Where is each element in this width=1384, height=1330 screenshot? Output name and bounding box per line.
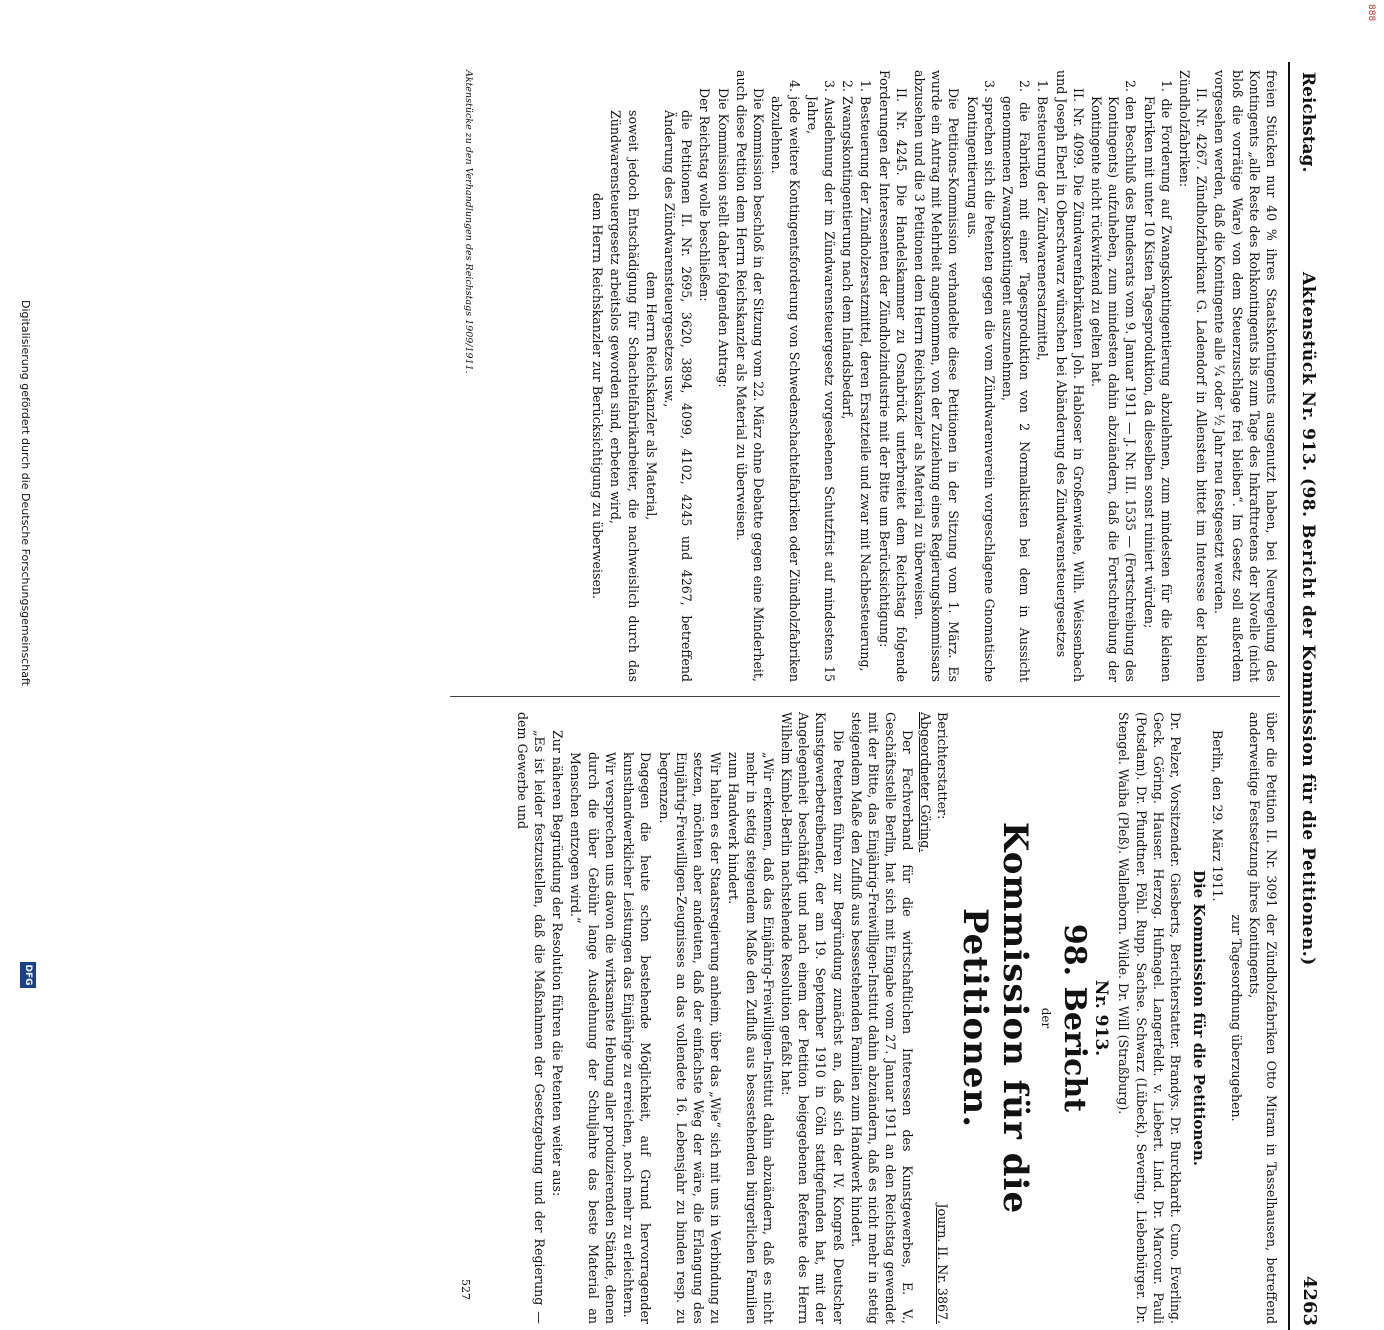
list-item: 2. die Fabriken mit einer Tagesproduktion von 2 Normalkisten bei dem in Aussicht genommenen Zwangskontingent auszunehmen,: [999, 80, 1033, 682]
commission-title: Kommission für die Petitionen.: [954, 821, 1035, 1215]
list-item: 1. die Forderung auf Zwangskontingentierung abzulehnen, zum mindesten für die kleinen Fabriken mit unter 10 Kisten Tagesproduktion, da dieselben sonst ruiniert würden;: [1141, 80, 1174, 682]
petition-4245: II. Nr. 4245. Die Handelskammer zu Osnabrück unterbreitet dem Reichstag folgende Forderungen der Interessenten der Zündholzindustrie mit der Bitte um Berücksichtigung:: [876, 70, 909, 682]
petition-4267: II. Nr. 4267. Zündholzfabrikant G. Ladendorf in Allenstein bittet im Interesse der kleinen Zündholzfabriken:: [1176, 70, 1210, 682]
paragraph-dem-herrn: dem Herrn Reichskanzler als Material,: [643, 271, 659, 521]
journal-number: Journ. II. Nr. 3867.: [934, 1203, 950, 1324]
corner-mark: 888: [1366, 4, 1376, 22]
list-item: 3. sprechen sich die Petenten gegen die vom Zündwarenverein vorgeschlagene Gnomatische Kontingentierung aus.: [964, 80, 997, 682]
paragraph-beschluss: Die Kommission beschloß in der Sitzung vom 22. März ohne Debatte gegen eine Minderheit, auch diese Petition dem Herrn Reichskanzler als Material zu überweisen.: [733, 70, 767, 682]
report-title: 98. Bericht: [1056, 923, 1092, 1113]
paragraph-resolution: „Wir erkennen, daß das Einjährig-Freiwilligen-Institut dahin abzuändern, daß es nicht mehr in stetig steigendem Maße den Zufluß aus bessestehenden bürgerlichen Familien zum Handwerk hindert.: [726, 752, 776, 1324]
paragraph-reichstag: Der Reichstag wolle beschließen:: [697, 88, 713, 302]
column-divider: [450, 696, 1280, 697]
digitization-credit: Digitalisierung gefördert durch die Deutsche Forschungsgemeinschaft: [19, 300, 32, 686]
reporter-row: [916, 712, 950, 1324]
report-der: der: [1038, 1007, 1053, 1029]
paragraph-petitionen: die Petitionen II. Nr. 2695, 3620, 3894, 4099, 4102, 4245 und 4267, betreffend Änderung des Zündwarensteuergesetzes usw.,: [662, 110, 695, 682]
paragraph-antrag: Die Kommission stellt daher folgenden Antrag:: [715, 88, 731, 388]
paragraph-halten: Wir halten es der Staatsregierung anheim, über das „Wie“ sich mit uns in Verbindung zu setzen, möchten aber andeuten, daß der einfachste Weg der wäre, die Erlangung des Einjährig-Freiwilligen-Zeugnisses an das vollendete 16. Lebensjahr zu binden resp. zu begrenzen.: [656, 752, 724, 1324]
header-center: Aktenstück Nr. 913. (98. Bericht der Kommission für die Petitionen.): [1298, 272, 1318, 966]
paragraph-fachverband: Der Fachverband für die wirtschaftlichen Interessen des Kunstgewerbes, E. V., Geschäftsstelle Berlin, hat sich mit Eingabe vom 27. Januar 1911 an den Reichstag gewendet mit der Bitte, das Einjährig-Freiwilligen-Institut dahin abzuändern, daß es nicht mehr in stetig steigendem Maße den Zufluß aus bessestehenden Familien zum Handwerk hindert.: [848, 712, 916, 1324]
document-sheet: [444, 62, 1324, 1330]
footer-page-number: 527: [459, 1279, 472, 1300]
dfg-logo: DFG: [20, 962, 36, 988]
reporter-block: [916, 712, 950, 852]
paragraph-soweit: soweit jedoch Entschädigung für Schachtelfabrikarbeiter, die nachweislich durch das Zündwarensteuergesetz arbeitslos geworden sind, erbeten wird,: [608, 110, 641, 682]
paragraph-versprechen: Wir versprechen uns davon die wirksamste Hebung aller produzierenden Stände, denen durch die über Gebühr lange Ausdehnung der Schuljahre das beste Material an Menschen entzogen wird.“: [568, 752, 618, 1324]
petition-4099: II. Nr. 4099. Die Zündwarenfabrikanten Joh. Habloser in Großenwiehe, Wilh. Weissenbach und Joseph Eberl in Oberschwarz wünschen bei Abänderung des Zündwarensteuergesetzes: [1053, 70, 1086, 682]
commission-signature-title: Die Kommission für die Petitionen.: [1190, 869, 1209, 1167]
list-item: 2. den Beschluß des Bundesrats vom 9. Januar 1911 — J. Nr. III. 1535 — (Fortschreibung des Kontingents) aufzuheben, zum mindesten dahin abzuändern, daß die Fortschreibung der Kontingente nicht rückwirkend zu gelten hat.: [1088, 80, 1139, 682]
reporter-name: Abgeordneter Göring.: [917, 712, 933, 853]
document-number: Nr. 913.: [1091, 979, 1112, 1057]
members-list: Dr. Pelzer, Vorsitzender. Giesberts, Berichterstatter. Brandys. Dr. Burckhardt. Cuno. Everling. Geck. Göring. Hauser. Herzog. Hufnagel. Langerfeldt. v. Liebert. Lind. Dr. Marcour. Pauli (Potsdam). Dr. Pfundtner. Pöhl. Rupp. Sachse. Schwarz (Lübeck). Severing. Liebenbürger. Dr. Stengel. Waiba (Pleß). Wallenborn. Wilde. Dr. Will (Straßburg).: [1116, 712, 1183, 1324]
header-left: Reichstag.: [1298, 72, 1318, 173]
list-item: 3. Ausdehnung der im Zündwarensteuergesetz vorgesehenen Schutzfrist auf mindestens 15 Jahre,: [804, 80, 837, 682]
paragraph-naeheren: Zur näheren Begründung der Resolution führen die Petenten weiter aus:: [550, 730, 566, 1197]
left-column: [450, 70, 1280, 682]
reporter-label: Berichterstatter:: [934, 712, 950, 820]
paragraph-leider: „Es ist leider festzustellen, daß die Maßnahmen der Gesetzgebung und der Regierung — dem Gewerbe und: [514, 712, 548, 1324]
paragraph-beruecksichtigung: dem Herrn Reichskanzler zur Berücksichtigung zu überweisen.: [590, 192, 606, 600]
list-item: 1. Besteuerung der Zündholzersatzmittel, deren Ersatzteile und zwar mit Nachbesteuerung,: [858, 80, 874, 672]
footer-note: Aktenstücke zu den Verhandlungen des Reichstags 1909/1911.: [463, 70, 474, 374]
date-line: Berlin, den 29. März 1911.: [1210, 730, 1226, 902]
paragraph-dagegen: Dagegen die heute schon bestehende Möglichkeit, auf Grund hervorragender kunsthandwerklicher Leistungen das Einjährige zu erreichen, noch mehr zu erleichtern.: [621, 752, 654, 1324]
paragraph-tagesordnung: zur Tagesordnung überzugehen.: [1228, 914, 1244, 1122]
header-page-number: 4263: [1299, 1275, 1320, 1326]
paragraph-verhandlung: Die Petitions-Kommission verhandelte diese Petitionen in der Sitzung vom 1. März. Es wurde ein Antrag mit Mehrheit angenommen, von der Zuziehung eines Regierungskommissars abzusehen und die 3 Petitionen dem Herrn Reichskanzler als Material zu überweisen.: [911, 70, 962, 682]
paragraph-petenten: Die Petenten führen zur Begründung zunächst an, daß sich der IV. Kongreß Deutscher Kunstgewerbetreibender, der am 19. September 1910 in Cöln stattgefunden hat, mit der Angelegenheit beschäftigt und nach einem der Petition beigegebenen Referate des Herrn Wilhelm Kimbel-Berlin nachstehende Resolution gefaßt hat:: [778, 712, 846, 1324]
running-head: [1288, 62, 1324, 1330]
list-item: 1. Besteuerung der Zündwarenersatzmittel,: [1035, 80, 1051, 361]
list-item: 4. jede weitere Kontingentsforderung von Schwedenschachtelfabriken oder Zündholzfabriken abzulehnen.: [769, 80, 802, 682]
list-item: 2. Zwangskontingentierung nach dem Inlandsbedarf,: [840, 80, 856, 420]
right-column: [450, 712, 1280, 1324]
paragraph-continuation: über die Petition II. Nr. 3091 der Zündholzfabriken Otto Miram in Tasselhausen, betreffend anderweitige Festsetzung ihres Kontingents,: [1246, 712, 1279, 1324]
paragraph-intro: freien Stücken nur 40 % ihres Staatskontingents ausgenutzt haben, bei Neuregelung des Kontingents „alle Reste des Rohkontingents bis zum Tage des Inkrafttretens der Novelle (nicht bloß die vorrätige Ware) von dem Steuerzuschlage frei bleiben“. Im Gesetz soll außerdem vorgesehen werden, daß die Kontingente alle ¼ oder ½ Jahr neu festgesetzt werden.: [1212, 70, 1279, 682]
